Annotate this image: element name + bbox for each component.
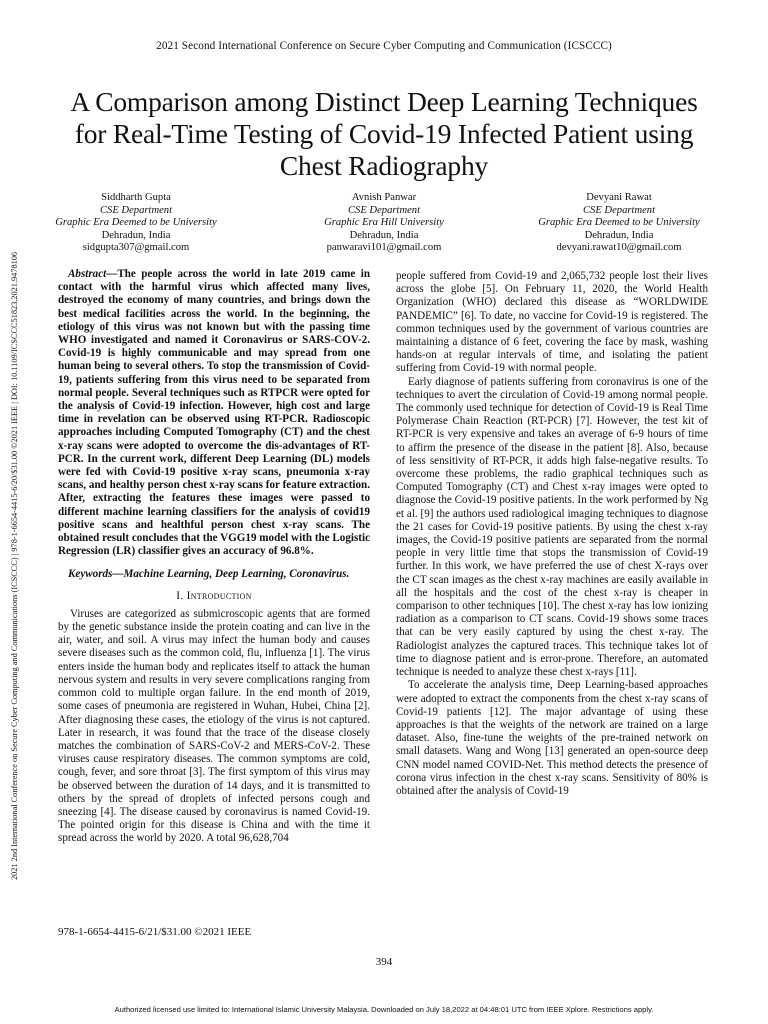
author-org: Graphic Era Hill University bbox=[324, 217, 444, 228]
author-block bbox=[509, 192, 729, 255]
author-city: Dehradun, India bbox=[349, 229, 419, 241]
license-footer: Authorized licensed use limited to: International Islamic University Malaysia. Downloaded on July 18,2022 at 04:48:01 UTC from IEEE Xplore. Restrictions apply. bbox=[114, 1005, 654, 1014]
author-block bbox=[274, 192, 494, 255]
abstract bbox=[58, 268, 370, 558]
author-org: Graphic Era Deemed to be University bbox=[55, 217, 217, 228]
author-name: Siddharth Gupta bbox=[101, 192, 171, 203]
right-column bbox=[396, 270, 708, 798]
body-paragraph: To accelerate the analysis time, Deep Learning-based approaches were adopted to extract the components from the chest x-ray scans of Covid-19 patients [12]. The major advantage of using these approaches is that the weights of the network are trained on a large dataset. Also, fine-tune the weights of the pre-trained network on small datasets. Wang and Wong [13] generated an open-source deep CNN model named COVID-Net. This method detects the presence of corona virus infection in the chest x-ray scans. Sensitivity of 80% is obtained after the analysis of Covid-19 bbox=[396, 679, 708, 797]
body-paragraph: Early diagnose of patients suffering from coronavirus is one of the techniques to avert the circulation of Covid-19 among normal people. The commonly used technique for detection of Covid-19 is Real Time Polymerase Chain Reaction (RT-PCR) [7]. However, the test kit of RT-PCR is very expensive and takes an average of 6-9 hours of time to affirm the presence of the disease in the patient [8]. Also, because of less sensitivity of RT-PCR, it adds high false-negative results. To overcome these problems, the radio graphical techniques such as Computed Tomography (CT) and Chest x-ray images were opted to diagnose the Covid-19 positive patients. In the work performed by Ng et al. [9] the authors used radiological imaging techniques to diagnose the 21 cases for Covid-19 positive patients. By using the chest x-ray images, the Covid-19 positive patients are separated from the normal people in very little time that stops the transmission of Covid-19 further. In this work, we have preferred the use of chest X-rays over the CT scan images as the chest x-ray machines are easily available in all the hospitals and the cost of the chest x-ray is cheaper in comparison to other techniques [10]. The chest x-ray has low ionizing radiation as a comparison to CT scans. Covid-19 shows some traces that can be very easily captured by using the chest x-ray. The Radiologist analyzes the captured traces. This technique takes lot of time to diagnose patient and is error-prone. Therefore, an automated technique is needed to analyze these chest x-rays [11]. bbox=[396, 375, 708, 679]
left-column bbox=[58, 268, 370, 846]
author-name: Devyani Rawat bbox=[586, 192, 652, 203]
paper-title: A Comparison among Distinct Deep Learning Techniques for Real-Time Testing of Covid-19 Infected Patient using Chest Radiography bbox=[70, 86, 698, 181]
body-paragraph: Viruses are categorized as submicroscopic agents that are formed by the genetic substance inside the protein coating and can live in the air, water, and soil. A virus may infect the human body and causes severe diseases such as the common cold, flu, influenza [1]. The virus enters inside the human body and replicates itself to attack the human nervous system and results in very severe complications ranging from common cold to multiple organ failure. In the end month of 2019, some cases of pneumonia are registered in Wuhan, Hubei, China [2]. After diagnosing these cases, the etiology of the virus is not captured. Later in research, it was found that the trace of the disease closely matches the combination of SARS-CoV-2 and MERS-CoV-2. These viruses cause respiratory diseases. The common symptoms are cold, cough, fever, and sore throat [3]. The first symptom of this virus may be observed between the duration of 14 days, and it is transmitted to others by the spread of droplets of infected persons cough and sneezing [4]. The disease caused by coronavirus is named Covid-19. The pointed origin for this disease is China and with the time it spread across the world by 2020. A total 96,628,704 bbox=[58, 607, 370, 845]
body-paragraph: people suffered from Covid-19 and 2,065,732 people lost their lives across the globe [5]. On February 11, 2020, the World Health Organization (WHO) declared this disease as “WORLDWIDE PANDEMIC” [6]. To date, no vaccine for Covid-19 is registered. The common techniques used by the government of various countries are maintaining a distance of 6 feet, covering the face by mask, washing hands-on at regular intervals of time, and isolating the patient suffering from Covid-19 with normal people. bbox=[396, 270, 708, 375]
author-email[interactable]: sidgupta307@gmail.com bbox=[82, 242, 190, 253]
author-email[interactable]: panwaravi101@gmail.com bbox=[326, 242, 442, 253]
doi-sidebar bbox=[0, 0, 18, 1024]
section-title: Introduction bbox=[186, 589, 252, 602]
author-org: Graphic Era Deemed to be University bbox=[538, 217, 700, 228]
abstract-label: Abstract— bbox=[68, 268, 118, 280]
author-email[interactable]: devyani.rawat10@gmail.com bbox=[556, 242, 682, 253]
doi-sidebar-text: 2021 2nd International Conference on Secure Cyber Computing and Communications (ICSCCC) | 978-1-6654-4415-6/20/$31.00 ©2021 IEEE | DOI: 10.1109/ICSCCC51823.2021.9478106 bbox=[10, 251, 19, 880]
author-block bbox=[26, 192, 246, 255]
author-dept: CSE Department bbox=[347, 204, 421, 216]
conference-header: 2021 Second International Conference on Secure Cyber Computing and Communication (ICSCCC) bbox=[156, 40, 612, 52]
author-city: Dehradun, India bbox=[101, 229, 171, 241]
author-city: Dehradun, India bbox=[584, 229, 654, 241]
abstract-text: The people across the world in late 2019 came in contact with the harmful virus which affected many lives, destroyed the economy of many countries, and brings down the best medical facilities across the world. In the beginning, the etiology of this virus was not known but with the passing time WHO investigated and named it Coronavirus or SARS-COV-2. Covid-19 is highly communicable and may spread from one human being to several others. To stop the transmission of Covid-19, patients suffering from this virus need to be separated from normal people. Several techniques such as RTPCR were opted for the analysis of Covid-19 infection. However, high cost and large time in revelation can be observed using RT-PCR. Radioscopic approaches including Computed Tomography (CT) and the chest x-ray scans were adopted to overcome the dis-advantages of RT-PCR. In the current work, different Deep Learning (DL) models were fed with Covid-19 positive x-ray scans, pneumonia x-ray scans, and healthy person chest x-ray scans for feature extraction. After, extracting the features these images were passed to different machine learning classifiers for the analysis of covid19 positive scans and healthful person chest x-ray scans. The obtained result concludes that the VGG19 model with the Logistic Regression (LR) classifier gives an accuracy of 96.8%. bbox=[58, 268, 370, 558]
author-dept: CSE Department bbox=[99, 204, 173, 216]
author-dept: CSE Department bbox=[582, 204, 656, 216]
copyright-notice: 978-1-6654-4415-6/21/$31.00 ©2021 IEEE bbox=[58, 926, 252, 938]
keywords: Keywords—Machine Learning, Deep Learning, Coronavirus. bbox=[68, 568, 350, 581]
author-name: Avnish Panwar bbox=[351, 192, 417, 203]
section-heading bbox=[58, 590, 370, 603]
page-number: 394 bbox=[375, 956, 393, 968]
section-number: I. bbox=[176, 589, 187, 602]
